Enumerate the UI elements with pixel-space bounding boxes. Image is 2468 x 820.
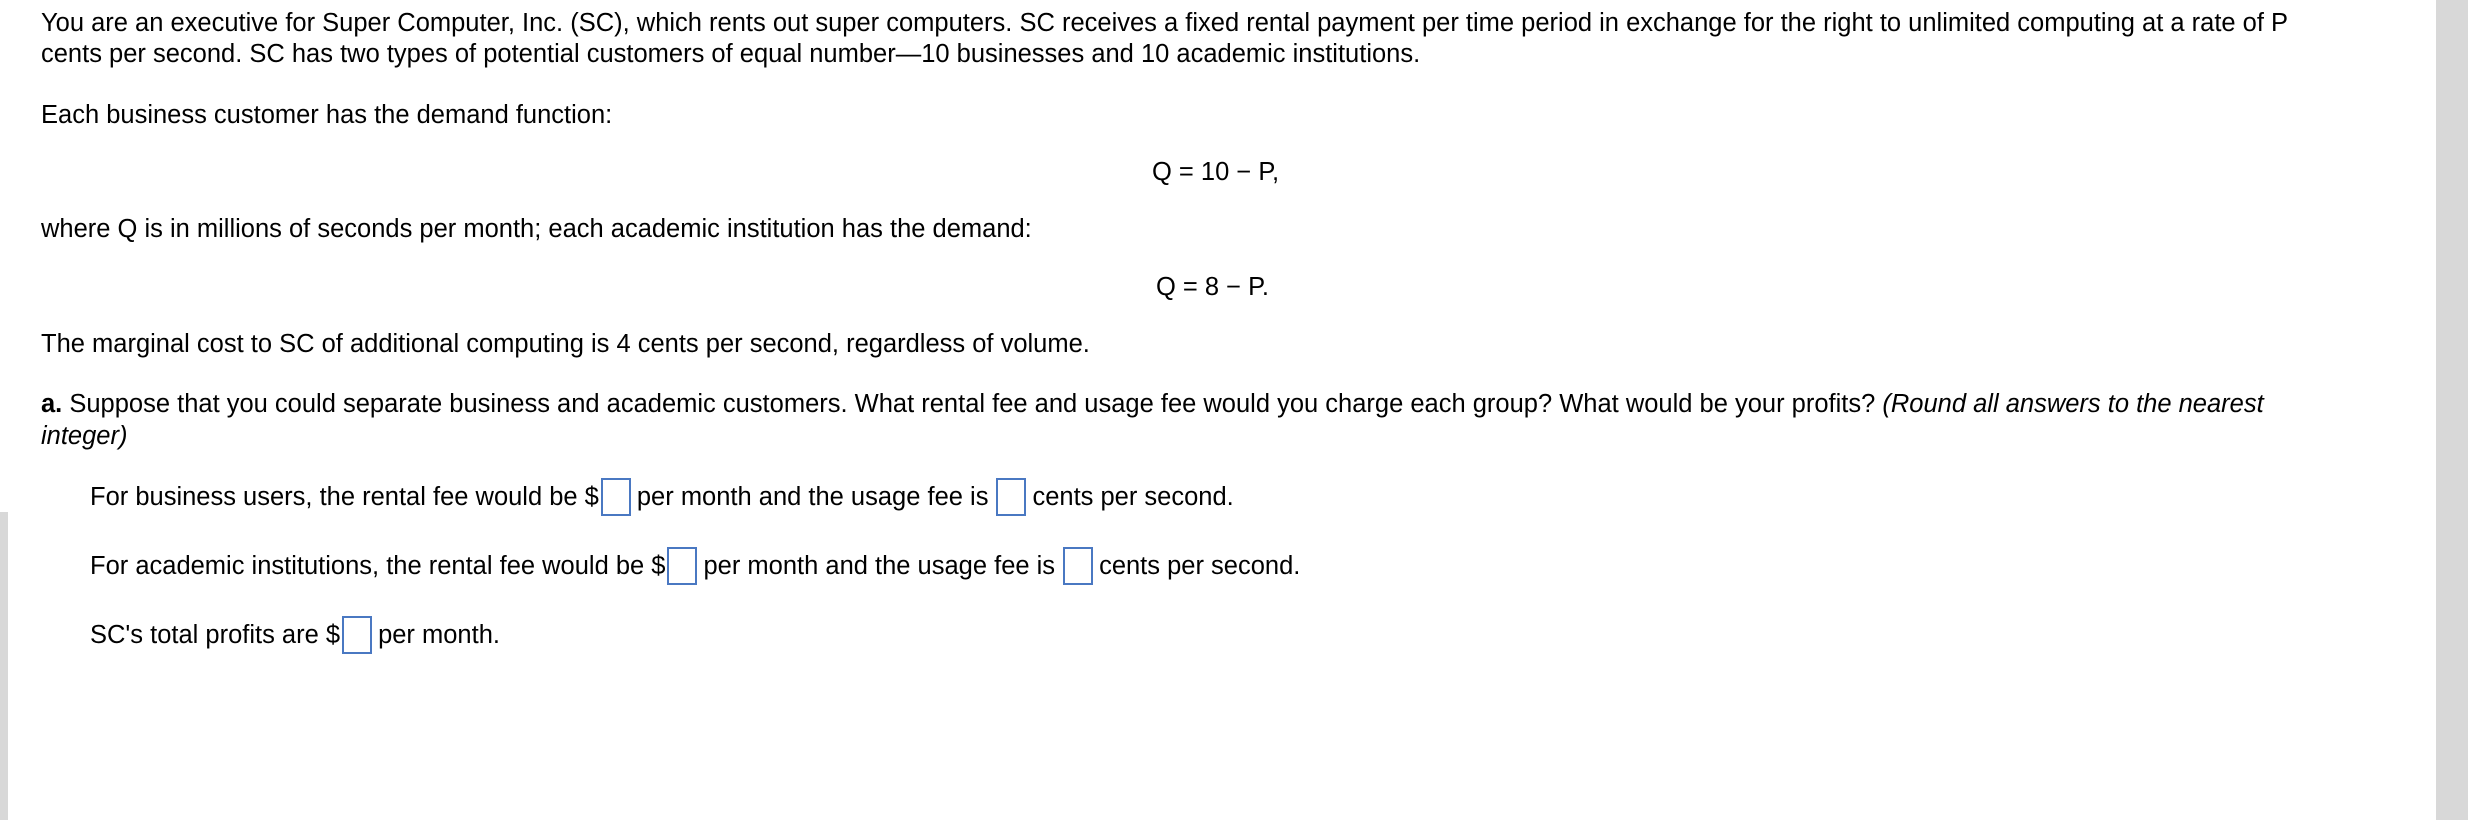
academic-demand-equation: Q = 8 − P. [1156,273,1269,301]
business-demand-intro: Each business customer has the demand function: [41,101,613,129]
business-usage-fee-input[interactable] [996,478,1026,516]
right-scrollbar-track[interactable] [2436,0,2468,820]
business-answer-row [90,478,1234,516]
business-demand-equation: Q = 10 − P, [1152,158,1280,186]
business-usage-middle: per month and the usage fee is [636,483,989,511]
academic-rental-fee-input[interactable] [667,547,697,585]
question-a-text: Suppose that you could separate business and academic customers. What rental fee and usage fee would you charge each group? What would be your profits? [62,390,1883,418]
profits-suffix: per month. [378,621,500,649]
intro-line-1: You are an executive for Super Computer, Inc. (SC), which rents out super computers. SC receives a fixed rental payment per time period in exchange for the right to unlimited computing at a rate of P [41,9,2289,37]
academic-rental-prefix: For academic institutions, the rental fee would be $ [90,552,666,580]
business-rental-fee-input[interactable] [601,478,631,516]
question-a-instruction: (Round all answers to the nearest [1882,390,2264,418]
academic-usage-middle: per month and the usage fee is [703,552,1056,580]
left-edge-scroll-region [0,512,8,820]
business-usage-suffix: cents per second. [1032,483,1234,511]
left-edge-bar [0,0,8,820]
profits-answer-row [90,616,500,654]
intro-line-2: cents per second. SC has two types of potential customers of equal number—10 businesses and 10 academic institutions. [41,40,1421,68]
question-a-label: a. [41,390,63,418]
total-profits-input[interactable] [342,616,372,654]
profits-prefix: SC's total profits are $ [90,621,341,649]
academic-usage-fee-input[interactable] [1063,547,1093,585]
business-rental-prefix: For business users, the rental fee would be $ [90,483,599,511]
marginal-cost-text: The marginal cost to SC of additional computing is 4 cents per second, regardless of volume. [41,330,1090,358]
academic-usage-suffix: cents per second. [1099,552,1301,580]
academic-answer-row [90,547,1300,585]
question-a-line-2: integer) [41,422,128,450]
question-a-line-1 [41,388,2264,420]
academic-demand-intro: where Q is in millions of seconds per month; each academic institution has the demand: [41,215,1032,243]
